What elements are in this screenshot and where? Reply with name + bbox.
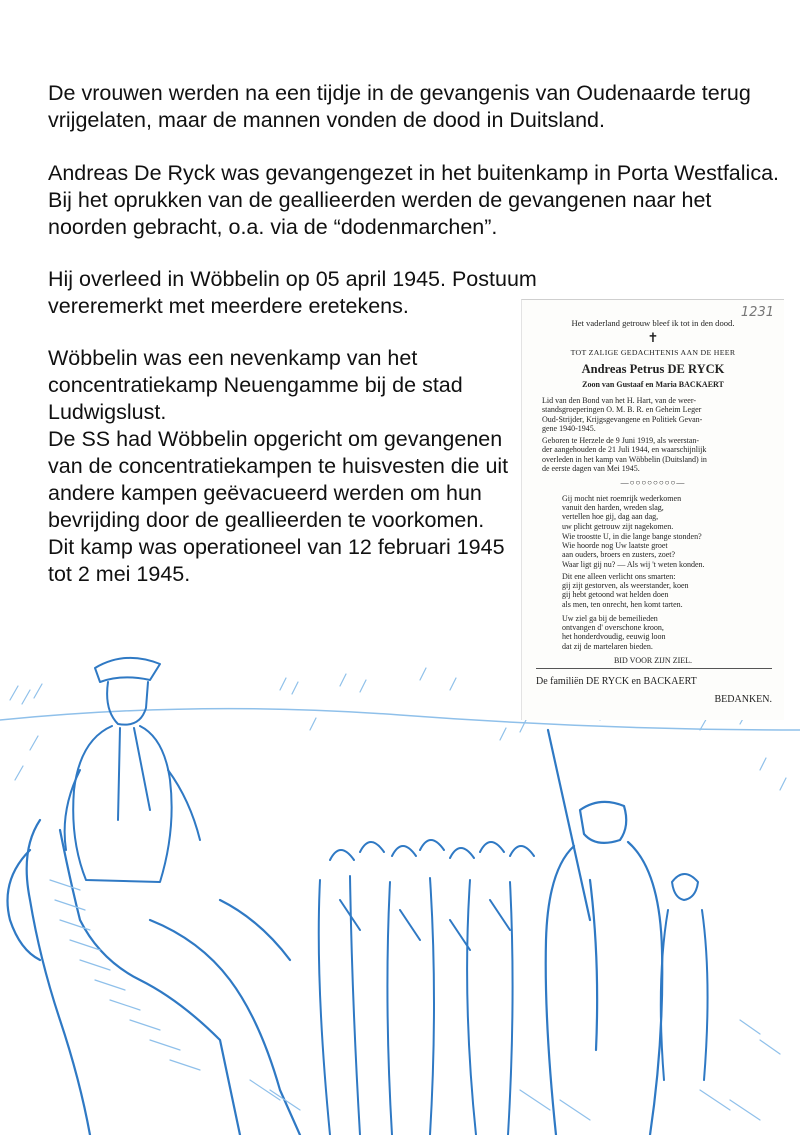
poem-stanza-1 — [562, 494, 681, 531]
card-prayer: BID VOOR ZIJN ZIEL. — [613, 656, 693, 665]
bio-line: standsgroeperingen O. M. B. R. en Geheim Leger — [542, 405, 702, 415]
poem-line: uw plicht getrouw zijt nagekomen. — [562, 521, 674, 531]
poem-line: dat zij de martelaren bieden. — [562, 641, 653, 651]
poem-line: vanuit den harden, wreden slag, — [562, 503, 664, 513]
memorial-card — [521, 299, 784, 720]
far-soldier-figure — [661, 874, 708, 1080]
poem-line: Gij mocht niet roemrijk wederkomen — [562, 494, 682, 503]
card-bio-1 — [542, 396, 772, 434]
officer-figure — [65, 658, 200, 882]
poem-line: ontvangen d' overschone kroon, — [562, 623, 664, 633]
poem-stanza-2 — [562, 532, 705, 569]
paragraph-3 — [48, 266, 537, 320]
soldier-figure — [546, 730, 663, 1135]
card-dedication: TOT ZALIGE GEDACHTENIS AAN DE HEER — [570, 348, 736, 357]
poem-line: Wie troostte U, in die lange bange stonden? — [562, 532, 702, 541]
poem-line: als men, ten onrecht, hen komt tarten. — [562, 599, 683, 609]
poem-line: het honderdvoudig, eeuwig loon — [562, 632, 666, 642]
text-line: Dit kamp was operationeel van 12 februari 1945 — [48, 535, 505, 559]
text-line: van de concentratiekampen te huisvesten die uit — [48, 454, 509, 478]
card-family: De familiën DE RYCK en BACKAERT — [536, 676, 697, 687]
poem-line: Uw ziel ga bij de bemeilieden — [562, 614, 658, 623]
bio-line: gene 1940-1945. — [542, 424, 596, 434]
bio-line: de eerste dagen van Mei 1945. — [542, 464, 640, 474]
poem-line: Waar ligt gij nu? — Als wij 't weten konden. — [562, 559, 705, 569]
text-line: De SS had Wöbbelin opgericht om gevangenen — [48, 427, 503, 451]
text-line: vrijgelaten, maar de mannen vonden de dood in Duitsland. — [48, 108, 605, 132]
text-line: bevrijding door de geallieerden te voorkomen. — [48, 508, 485, 532]
card-motto: Het vaderland getrouw bleef ik tot in den dood. — [571, 318, 735, 328]
poem-stanza-4 — [562, 614, 666, 651]
text-line: Wöbbelin was een nevenkamp van het — [48, 346, 418, 370]
poem-line: vertellen hoe gij, dag aan dag, — [562, 512, 659, 522]
poem-line: gij zijt gestorven, als weerstander, koen — [562, 581, 689, 591]
text-line: Ludwigslust. — [48, 400, 167, 424]
card-bio-2 — [542, 436, 772, 474]
card-name: Andreas Petrus DE RYCK — [581, 362, 725, 376]
poem-line: aan ouders, broers en zusters, zoet? — [562, 550, 676, 560]
paragraph-4 — [48, 345, 508, 588]
text-line: Andreas De Ryck was gevangengezet in het buitenkamp in Porta Westfalica. — [48, 161, 779, 185]
paragraph-1 — [48, 80, 751, 134]
crowd-figures — [319, 840, 534, 1135]
card-thanks: BEDANKEN. — [714, 694, 772, 705]
poem-stanza-3 — [562, 572, 689, 609]
card-parents: Zoon van Gustaaf en Maria BACKAERT — [582, 380, 724, 389]
ground-hatching — [250, 1020, 780, 1120]
text-line: andere kampen geëvacueerd werden om hun — [48, 481, 482, 505]
text-line: vereremerkt met meerdere eretekens. — [48, 294, 409, 318]
paragraph-2 — [48, 160, 779, 241]
text-line: De vrouwen werden na een tijdje in de gevangenis van Oudenaarde terug — [48, 81, 751, 105]
horse-figure — [8, 820, 301, 1135]
bio-line: overleden in het kamp van Wöbbelin (Duitsland) in — [542, 454, 707, 464]
bio-line: Geboren te Herzele de 9 Juni 1919, als weerstan- — [542, 436, 700, 445]
card-divider — [536, 668, 772, 669]
poem-line: Dit ene alleen verlicht ons smarten: — [562, 572, 676, 581]
card-ornament: —○○○○○○○○— — [620, 478, 686, 487]
cross-icon: ✝ — [647, 330, 659, 345]
handwritten-number: 1231 — [740, 305, 774, 320]
horse-hatching — [50, 880, 200, 1070]
text-line: noorden gebracht, o.a. via de “dodenmarchen”. — [48, 215, 498, 239]
bio-line: Lid van den Bond van het H. Hart, van de weer- — [542, 396, 697, 405]
text-line: tot 2 mei 1945. — [48, 562, 191, 586]
poem-line: gij hebt getoond wat helden doen — [562, 590, 669, 600]
bio-line: Oud-Strijder, Krijgsgevangene en Politiek Gevan- — [542, 414, 703, 424]
text-line: Bij het oprukken van de geallieerden werden de gevangenen naar het — [48, 188, 712, 212]
text-line: Hij overleed in Wöbbelin op 05 april 1945. Postuum — [48, 267, 537, 291]
poem-line: Wie hoorde nog Uw laatste groet — [562, 541, 668, 551]
bio-line: der aangehouden de 21 Juli 1944, en waarschijnlijk — [542, 445, 707, 455]
text-line: concentratiekamp Neuengamme bij de stad — [48, 373, 463, 397]
